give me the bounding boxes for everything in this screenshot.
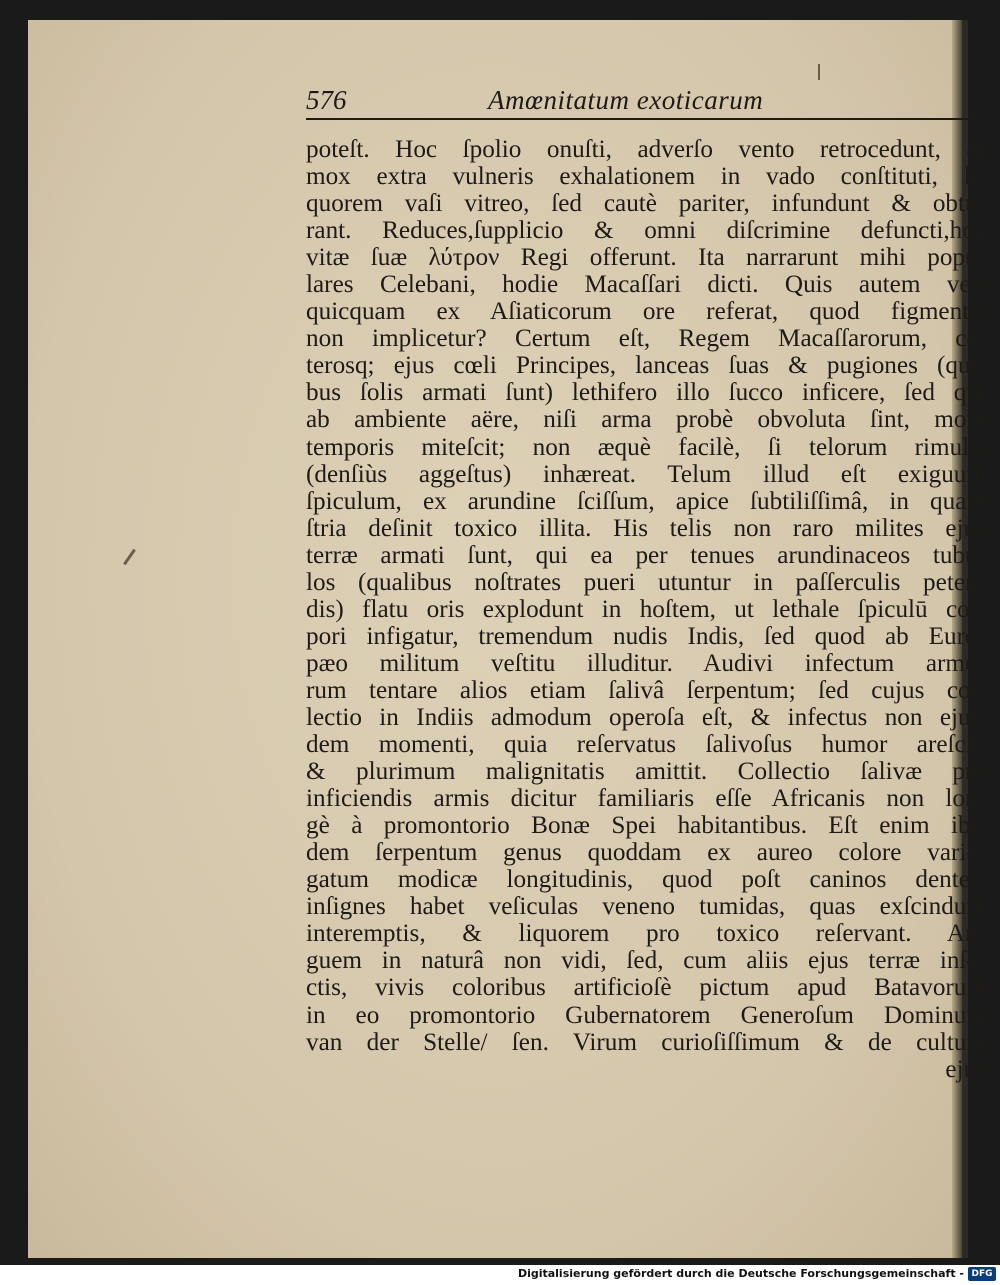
text-line: dis) flatu oris explodunt in hoſtem, ut lethale ſpiculū cor-	[306, 595, 986, 623]
body-text	[306, 136, 986, 1083]
text-line: rum tentare alios etiam ſalivâ ſerpentum; ſed cujus col-	[306, 676, 986, 704]
text-line: ſpiculum, ex arundine ſciſſum, apice ſubtiliſſimâ, in quam	[306, 487, 986, 515]
text-line: & plurimum malignitatis amittit. Collectio ſalivæ pro	[306, 758, 986, 786]
text-line: guem in naturâ non vidi, ſed, cum aliis ejus terræ inſe-	[306, 947, 986, 975]
text-line: lectio in Indiis admodum operoſa eſt, & infectus non ejuſ-	[306, 703, 986, 731]
text-line: bus ſolis armati ſunt) lethifero illo ſucco inficere, ſed qui	[306, 379, 986, 407]
book-page	[28, 20, 986, 1258]
catchword: ejus	[945, 1055, 986, 1083]
text-line: (denſiùs aggeſtus) inhæreat. Telum illud eſt exiguum	[306, 460, 986, 488]
text-line: lares Celebani, hodie Macaſſari dicti. Quis autem veri	[306, 271, 986, 299]
text-line: pori infigatur, tremendum nudis Indis, ſed quod ab Euro-	[306, 622, 986, 650]
ink-speck	[818, 64, 820, 80]
text-line: quorem vaſi vitreo, ſed cautè pariter, infundunt & obtu-	[306, 190, 986, 218]
text-line: van der Stelle/ ſen. Virum curioſiſſimum & de culturâ	[306, 1028, 986, 1056]
text-line: dem ſerpentum genus quoddam ex aureo colore varie-	[306, 839, 986, 867]
digitization-footer	[0, 1265, 1000, 1285]
footer-credit: Digitalisierung gefördert durch die Deutsche Forschungsgemeinschaft -	[517, 1267, 964, 1280]
ink-speck	[123, 549, 136, 565]
text-line: los (qualibus noſtrates pueri utuntur in paſſerculis peten-	[306, 568, 986, 596]
text-line: terræ armati ſunt, qui ea per tenues arundinaceos tubu-	[306, 541, 986, 569]
text-line: terosq; ejus cœli Principes, lanceas ſuas & pugiones (qui-	[306, 352, 986, 380]
text-line: poteſt. Hoc ſpolio onuſti, adverſo vento retrocedunt, &	[306, 136, 986, 163]
page-header	[306, 78, 974, 120]
text-line: dem momenti, quia reſervatus ſalivoſus humor areſcit,	[306, 731, 986, 759]
text-line: interemptis, & liquorem pro toxico reſervant. An-	[306, 920, 986, 948]
page-number: 576	[306, 85, 347, 115]
text-line: in eo promontorio Gubernatorem Generoſum Dominum	[306, 1001, 986, 1029]
text-line: gatum modicæ longitudinis, quod poſt caninos dentes,	[306, 866, 986, 894]
text-line: gè à promontorio Bonæ Spei habitantibus. Eſt enim ibi-	[306, 812, 986, 840]
text-line: rant. Reduces,ſupplicio & omni diſcrimine defuncti,hoc	[306, 217, 986, 245]
text-line: mox extra vulneris exhalationem in vado conſtituti, li-	[306, 163, 986, 191]
text-line: pæo militum veſtitu illuditur. Audivi infectum armo-	[306, 649, 986, 677]
text-line: inſignes habet veſiculas veneno tumidas, quas exſcindunt	[306, 893, 986, 921]
text-line: temporis miteſcit; non æquè facilè, ſi telorum rimulis	[306, 433, 986, 461]
text-line: non implicetur? Certum eſt, Regem Macaſſarorum, ce-	[306, 325, 986, 353]
text-line: ſtria deſinit toxico illita. His telis non raro milites ejus	[306, 514, 986, 542]
running-title: Amœnitatum exoticarum	[488, 85, 764, 115]
text-line: vitæ ſuæ λύτρον Regi offerunt. Ita narrarunt mihi popu-	[306, 244, 986, 272]
text-line: inficiendis armis dicitur familiaris eſſe Africanis non lon-	[306, 785, 986, 813]
text-line: ctis, vivis coloribus artificioſè pictum apud Batavorum	[306, 974, 986, 1002]
text-line: quicquam ex Aſiaticorum ore referat, quod figmentis	[306, 298, 986, 326]
dfg-logo: DFG	[968, 1267, 996, 1281]
text-line: ab ambiente aëre, niſi arma probè obvoluta ſint, morâ	[306, 406, 986, 434]
